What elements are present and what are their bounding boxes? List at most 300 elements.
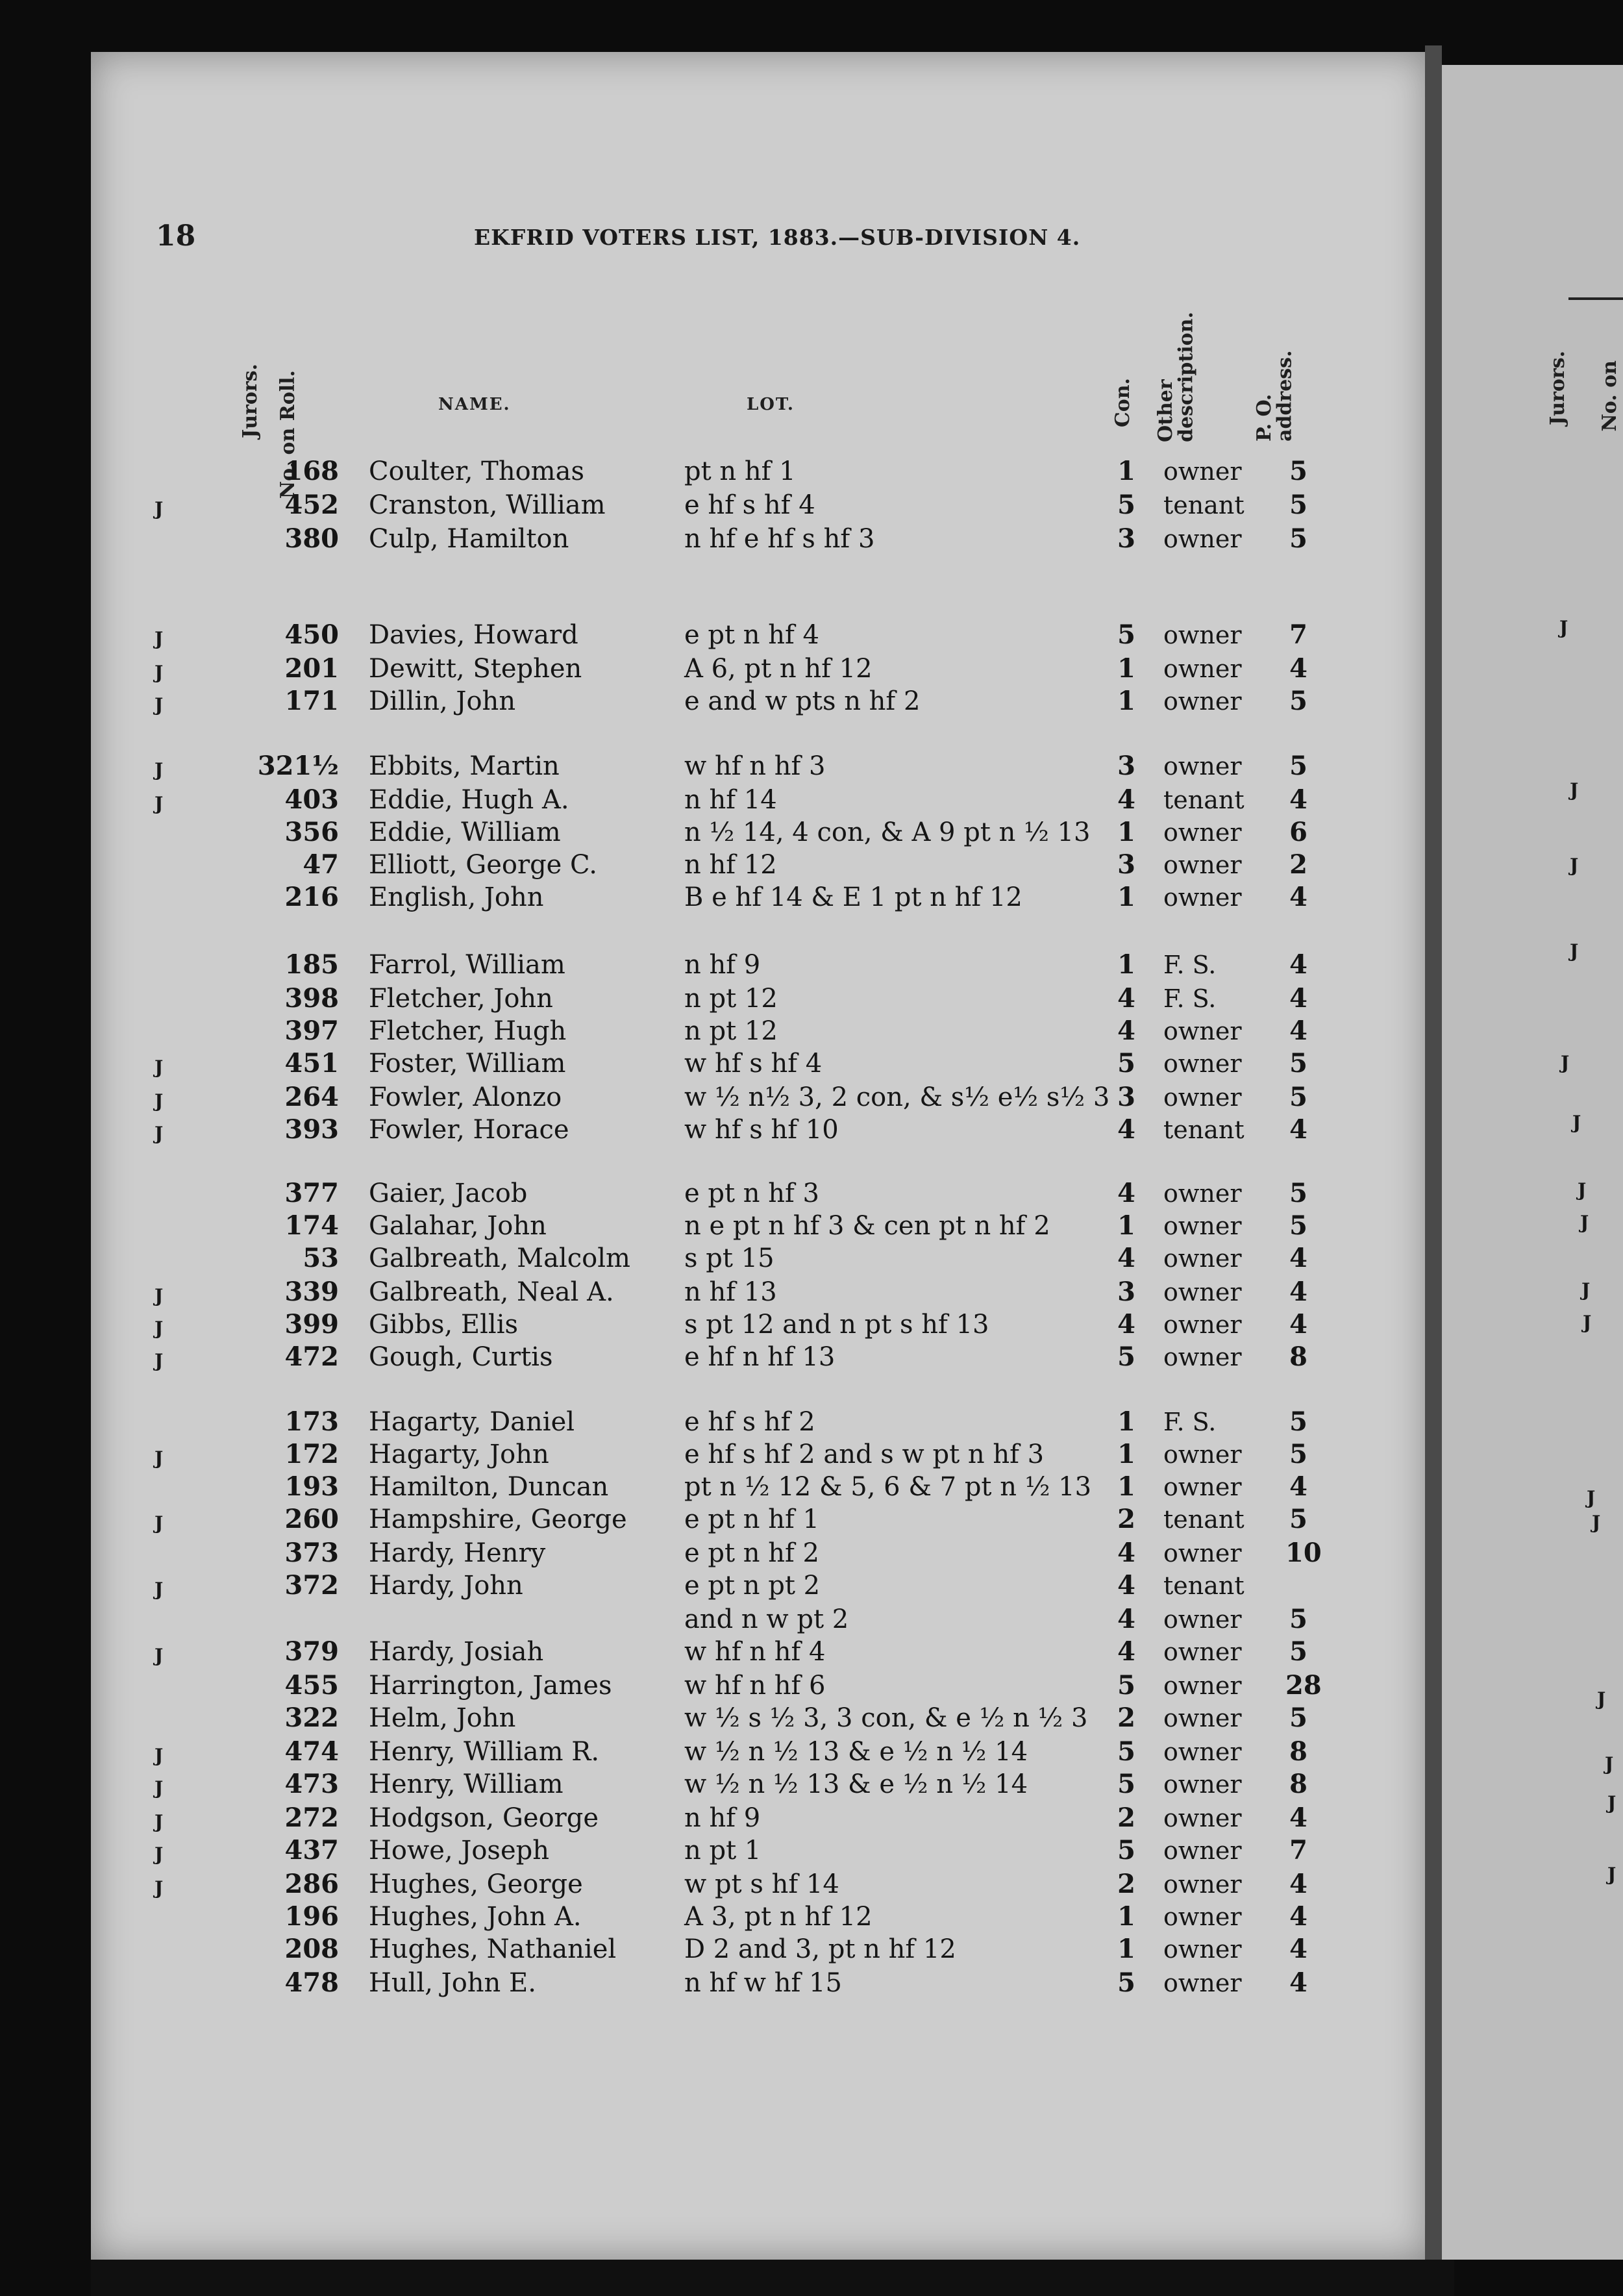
other-description: owner — [1163, 851, 1242, 879]
concession: 1 — [1117, 1406, 1135, 1437]
table-row — [0, 1275, 1337, 1309]
po-address: 5 — [1289, 1082, 1307, 1112]
juror-mark: J — [155, 662, 164, 683]
po-address: 5 — [1289, 1703, 1307, 1733]
lot-description: e pt n hf 2 — [684, 1538, 819, 1568]
adjacent-juror-mark: J — [1570, 855, 1579, 876]
adjacent-juror-mark: J — [1570, 940, 1579, 962]
lot-description: D 2 and 3, pt n hf 12 — [684, 1934, 956, 1964]
concession: 3 — [1117, 1082, 1135, 1112]
adjacent-juror-mark: J — [1597, 1688, 1606, 1710]
juror-mark: J — [155, 694, 164, 716]
roll-number: 172 — [284, 1439, 339, 1469]
other-description: owner — [1163, 1017, 1242, 1045]
other-description: owner — [1163, 1704, 1242, 1732]
adjacent-juror-mark: J — [1583, 1312, 1592, 1333]
header-po-address: P. O. address. — [1253, 350, 1296, 442]
roll-number: 53 — [303, 1243, 339, 1273]
other-description: owner — [1163, 1870, 1242, 1899]
other-description: owner — [1163, 1935, 1242, 1964]
concession: 4 — [1117, 1309, 1135, 1340]
roll-number: 193 — [284, 1471, 339, 1502]
lot-description: e pt n hf 3 — [684, 1179, 819, 1208]
table-row — [0, 1080, 1337, 1114]
adjacent-juror-mark: J — [1587, 1487, 1596, 1508]
voter-name: Eddie, William — [369, 817, 561, 847]
voter-name: Hardy, Henry — [369, 1538, 546, 1568]
concession: 2 — [1117, 1803, 1135, 1833]
roll-number: 260 — [284, 1504, 339, 1534]
table-row — [0, 1470, 1337, 1504]
po-address: 4 — [1289, 949, 1307, 980]
other-description: tenant — [1163, 1505, 1245, 1534]
po-address: 4 — [1289, 1934, 1307, 1964]
table-row — [0, 1569, 1337, 1603]
other-description: owner — [1163, 1770, 1242, 1799]
roll-number: 321½ — [257, 751, 339, 781]
voter-name: English, John — [369, 882, 544, 912]
concession: 4 — [1117, 784, 1135, 815]
po-address: 4 — [1289, 1967, 1307, 1998]
concession: 5 — [1117, 1048, 1135, 1079]
lot-description: s pt 15 — [684, 1243, 774, 1273]
adjacent-juror-mark: J — [1559, 617, 1568, 638]
po-address: 8 — [1289, 1341, 1307, 1372]
voter-name: Hull, John E. — [369, 1968, 536, 1998]
voter-name: Gaier, Jacob — [369, 1179, 528, 1208]
voter-name: Elliott, George C. — [369, 850, 597, 880]
po-address: 2 — [1289, 849, 1307, 880]
header-jurors: Jurors. — [239, 364, 262, 438]
po-address: 4 — [1289, 1901, 1307, 1932]
voter-name: Hughes, George — [369, 1869, 583, 1899]
other-description: tenant — [1163, 786, 1245, 814]
other-description: F. S. — [1163, 984, 1217, 1013]
roll-number: 272 — [284, 1803, 339, 1833]
voter-name: Fowler, Horace — [369, 1115, 569, 1145]
concession: 3 — [1117, 751, 1135, 781]
adjacent-juror-mark: J — [1580, 1212, 1589, 1233]
lot-description: A 3, pt n hf 12 — [684, 1902, 873, 1932]
other-description: owner — [1163, 1969, 1242, 1997]
po-address: 8 — [1289, 1736, 1307, 1767]
juror-mark: J — [155, 628, 164, 649]
lot-description: n hf w hf 15 — [684, 1968, 842, 1998]
table-row — [0, 816, 1337, 849]
voter-name: Hampshire, George — [369, 1504, 627, 1534]
concession: 4 — [1117, 1114, 1135, 1145]
po-address: 5 — [1289, 1210, 1307, 1241]
voter-name: Hardy, Josiah — [369, 1637, 544, 1667]
voter-name: Fowler, Alonzo — [369, 1082, 562, 1112]
table-row — [0, 1701, 1337, 1735]
po-address: 5 — [1289, 1636, 1307, 1667]
adjacent-juror-mark: J — [1570, 779, 1579, 801]
juror-mark: J — [155, 1123, 164, 1144]
po-address: 10 — [1285, 1538, 1322, 1568]
voter-name: Foster, William — [369, 1049, 566, 1079]
po-address: 4 — [1289, 882, 1307, 912]
lot-description: e and w pts n hf 2 — [684, 686, 921, 716]
roll-number: 208 — [284, 1934, 339, 1964]
concession: 1 — [1117, 686, 1135, 716]
other-description: tenant — [1163, 1116, 1245, 1144]
adjacent-header-no-on: No. on — [1598, 360, 1621, 432]
other-description: owner — [1163, 1638, 1242, 1666]
concession: 2 — [1117, 1869, 1135, 1899]
voter-name: Harrington, James — [369, 1671, 612, 1701]
table-row — [0, 783, 1337, 817]
other-description: owner — [1163, 1179, 1242, 1208]
lot-description: w ½ n ½ 13 & e ½ n ½ 14 — [684, 1769, 1028, 1799]
juror-mark: J — [155, 1056, 164, 1078]
concession: 1 — [1117, 1471, 1135, 1502]
lot-description: w hf n hf 6 — [684, 1671, 826, 1701]
juror-mark: J — [155, 793, 164, 814]
roll-number: 168 — [284, 456, 339, 486]
roll-number: 474 — [284, 1736, 339, 1767]
po-address: 5 — [1289, 1504, 1307, 1534]
lot-description: n hf 9 — [684, 1803, 761, 1833]
table-row — [0, 948, 1337, 982]
concession: 2 — [1117, 1703, 1135, 1733]
adjacent-juror-mark: J — [1607, 1792, 1617, 1814]
header-lot: LOT. — [747, 395, 795, 414]
po-address: 5 — [1289, 456, 1307, 486]
roll-number: 472 — [284, 1341, 339, 1372]
po-address: 8 — [1289, 1769, 1307, 1799]
table-row — [0, 1932, 1337, 1966]
concession: 3 — [1117, 1277, 1135, 1307]
adjacent-juror-mark: J — [1592, 1512, 1601, 1533]
table-row — [0, 1801, 1337, 1835]
roll-number: 339 — [284, 1277, 339, 1307]
voter-name: Galbreath, Neal A. — [369, 1277, 614, 1307]
voter-name: Hagarty, John — [369, 1440, 549, 1469]
po-address: 4 — [1289, 1277, 1307, 1307]
roll-number: 455 — [284, 1670, 339, 1701]
concession: 5 — [1117, 1967, 1135, 1998]
table-row — [0, 1767, 1337, 1801]
voter-name: Hagarty, Daniel — [369, 1407, 575, 1437]
po-address: 4 — [1289, 653, 1307, 684]
po-address: 6 — [1289, 817, 1307, 847]
lot-description: e hf n hf 13 — [684, 1342, 836, 1372]
concession: 1 — [1117, 949, 1135, 980]
other-description: owner — [1163, 1836, 1242, 1865]
voter-name: Cranston, William — [369, 490, 606, 520]
other-description: owner — [1163, 818, 1242, 847]
concession: 3 — [1117, 849, 1135, 880]
po-address: 4 — [1289, 1114, 1307, 1145]
voter-name: Dillin, John — [369, 686, 516, 716]
juror-mark: J — [155, 1578, 164, 1600]
table-row — [0, 1966, 1337, 2000]
other-description: owner — [1163, 752, 1242, 780]
lot-description: w hf s hf 4 — [684, 1049, 823, 1079]
other-description: F. S. — [1163, 1408, 1217, 1436]
voter-name: Hughes, Nathaniel — [369, 1934, 617, 1964]
table-row — [0, 1603, 1337, 1636]
roll-number: 286 — [284, 1869, 339, 1899]
po-address: 7 — [1289, 619, 1307, 650]
concession: 4 — [1117, 1538, 1135, 1568]
po-address: 4 — [1289, 784, 1307, 815]
page-number: 18 — [156, 219, 196, 253]
juror-mark: J — [155, 1512, 164, 1534]
concession: 5 — [1117, 619, 1135, 650]
other-description: owner — [1163, 1671, 1242, 1700]
po-address: 4 — [1289, 1471, 1307, 1502]
concession: 1 — [1117, 1934, 1135, 1964]
lot-description: B e hf 14 & E 1 pt n hf 12 — [684, 882, 1022, 912]
juror-mark: J — [155, 1843, 164, 1865]
concession: 4 — [1117, 1243, 1135, 1273]
po-address: 5 — [1289, 1406, 1307, 1437]
other-description: owner — [1163, 525, 1242, 553]
scan-border — [91, 2260, 1454, 2296]
adjacent-juror-mark: J — [1561, 1052, 1570, 1073]
roll-number: 216 — [284, 882, 339, 912]
roll-number: 380 — [284, 523, 339, 554]
po-address: 28 — [1285, 1670, 1322, 1701]
voter-name: Gibbs, Ellis — [369, 1310, 519, 1340]
roll-number: 451 — [284, 1048, 339, 1079]
adjacent-juror-mark: J — [1605, 1753, 1614, 1775]
other-description: owner — [1163, 1605, 1242, 1634]
other-description: owner — [1163, 1244, 1242, 1273]
lot-description: n e pt n hf 3 & cen pt n hf 2 — [684, 1211, 1050, 1241]
table-row — [0, 1113, 1337, 1147]
lot-description: pt n hf 1 — [684, 456, 796, 486]
concession: 5 — [1117, 1736, 1135, 1767]
juror-mark: J — [155, 1745, 164, 1766]
juror-mark: J — [155, 1090, 164, 1112]
concession: 5 — [1117, 1769, 1135, 1799]
lot-description: n ½ 14, 4 con, & A 9 pt n ½ 13 — [684, 817, 1091, 847]
adjacent-juror-mark: J — [1572, 1112, 1581, 1133]
table-row — [0, 618, 1337, 652]
juror-mark: J — [155, 1447, 164, 1469]
voter-name: Gough, Curtis — [369, 1342, 553, 1372]
roll-number: 201 — [284, 653, 339, 684]
other-description: owner — [1163, 1049, 1242, 1078]
table-row — [0, 1438, 1337, 1471]
concession: 3 — [1117, 523, 1135, 554]
table-row — [0, 684, 1337, 718]
lot-description: n hf 14 — [684, 785, 777, 815]
concession: 1 — [1117, 882, 1135, 912]
table-row — [0, 982, 1337, 1016]
lot-description: n hf e hf s hf 3 — [684, 524, 875, 554]
concession: 4 — [1117, 1604, 1135, 1634]
po-address: 5 — [1289, 1439, 1307, 1469]
other-description: owner — [1163, 1473, 1242, 1501]
roll-number: 398 — [284, 983, 339, 1014]
table-row — [0, 880, 1337, 914]
lot-description: w ½ s ½ 3, 3 con, & e ½ n ½ 3 — [684, 1703, 1088, 1733]
roll-number: 196 — [284, 1901, 339, 1932]
table-row — [0, 1503, 1337, 1536]
po-address: 4 — [1289, 1309, 1307, 1340]
juror-mark: J — [155, 498, 164, 519]
concession: 5 — [1117, 1835, 1135, 1866]
concession: 1 — [1117, 653, 1135, 684]
adjacent-juror-mark: J — [1578, 1179, 1587, 1201]
juror-mark: J — [155, 1777, 164, 1799]
voter-name: Dewitt, Stephen — [369, 654, 582, 684]
voter-name: Helm, John — [369, 1703, 516, 1733]
roll-number: 437 — [284, 1835, 339, 1866]
voter-name: Davies, Howard — [369, 620, 578, 650]
juror-mark: J — [155, 1645, 164, 1666]
other-description: owner — [1163, 1310, 1242, 1339]
other-description: owner — [1163, 655, 1242, 683]
voter-name: Ebbits, Martin — [369, 751, 560, 781]
voter-name: Coulter, Thomas — [369, 456, 584, 486]
other-description: owner — [1163, 687, 1242, 716]
adjacent-juror-mark: J — [1581, 1279, 1591, 1301]
table-row — [0, 1735, 1337, 1769]
po-address: 4 — [1289, 1243, 1307, 1273]
po-address: 5 — [1289, 1178, 1307, 1208]
adjacent-juror-mark: J — [1607, 1864, 1617, 1885]
concession: 1 — [1117, 1210, 1135, 1241]
other-description: owner — [1163, 457, 1242, 486]
voter-name: Hamilton, Duncan — [369, 1472, 609, 1502]
po-address: 4 — [1289, 1869, 1307, 1899]
voter-name: Galbreath, Malcolm — [369, 1243, 630, 1273]
adjacent-page-rule — [1568, 297, 1623, 300]
lot-description: e pt n hf 1 — [684, 1504, 819, 1534]
po-address: 7 — [1289, 1835, 1307, 1866]
lot-description: n hf 13 — [684, 1277, 777, 1307]
table-row — [0, 1308, 1337, 1341]
table-row — [0, 1209, 1337, 1243]
voter-name: Hardy, John — [369, 1571, 523, 1601]
other-description: tenant — [1163, 491, 1245, 519]
table-row — [0, 1867, 1337, 1901]
concession: 4 — [1117, 1016, 1135, 1046]
table-row — [0, 488, 1337, 522]
po-address: 5 — [1289, 1604, 1307, 1634]
table-row — [0, 749, 1337, 783]
lot-description: pt n ½ 12 & 5, 6 & 7 pt n ½ 13 — [684, 1472, 1092, 1502]
adjacent-page — [1442, 65, 1623, 2260]
other-description: F. S. — [1163, 951, 1217, 979]
voter-name: Fletcher, Hugh — [369, 1016, 567, 1046]
lot-description: e hf s hf 2 and s w pt n hf 3 — [684, 1440, 1045, 1469]
header-no-on-roll: No. on Roll. — [277, 370, 299, 499]
roll-number: 403 — [284, 784, 339, 815]
lot-description: w ½ n½ 3, 2 con, & s½ e½ s½ 3 — [684, 1082, 1110, 1112]
po-address: 4 — [1289, 1803, 1307, 1833]
lot-description: and n w pt 2 — [684, 1604, 849, 1634]
roll-number: 185 — [284, 949, 339, 980]
lot-description: e hf s hf 4 — [684, 490, 815, 520]
lot-description: e hf s hf 2 — [684, 1407, 815, 1437]
lot-description: n pt 12 — [684, 984, 778, 1014]
concession: 5 — [1117, 1670, 1135, 1701]
concession: 2 — [1117, 1504, 1135, 1534]
voter-name: Henry, William — [369, 1769, 564, 1799]
lot-description: A 6, pt n hf 12 — [684, 654, 873, 684]
other-description: owner — [1163, 621, 1242, 649]
table-row — [0, 1635, 1337, 1669]
page-title: EKFRID VOTERS LIST, 1883.—SUB-DIVISION 4. — [474, 225, 1081, 250]
concession: 4 — [1117, 983, 1135, 1014]
lot-description: n hf 12 — [684, 850, 777, 880]
roll-number: 47 — [303, 849, 339, 880]
lot-description: w ½ n ½ 13 & e ½ n ½ 14 — [684, 1737, 1028, 1767]
concession: 1 — [1117, 1901, 1135, 1932]
lot-description: e pt n hf 4 — [684, 620, 819, 650]
other-description: owner — [1163, 1083, 1242, 1112]
header-con: Con. — [1111, 378, 1134, 428]
other-description: owner — [1163, 1539, 1242, 1567]
juror-mark: J — [155, 1877, 164, 1899]
roll-number: 264 — [284, 1082, 339, 1112]
lot-description: w hf n hf 3 — [684, 751, 826, 781]
voter-name: Galahar, John — [369, 1211, 547, 1241]
roll-number: 174 — [284, 1210, 339, 1241]
lot-description: w pt s hf 14 — [684, 1869, 839, 1899]
lot-description: n hf 9 — [684, 950, 761, 980]
juror-mark: J — [155, 1811, 164, 1832]
table-row — [0, 652, 1337, 686]
table-row — [0, 1900, 1337, 1934]
roll-number: 173 — [284, 1406, 339, 1437]
lot-description: w hf n hf 4 — [684, 1637, 826, 1667]
lot-description: s pt 12 and n pt s hf 13 — [684, 1310, 989, 1340]
po-address: 4 — [1289, 1016, 1307, 1046]
table-row — [0, 455, 1337, 488]
po-address: 4 — [1289, 983, 1307, 1014]
roll-number: 399 — [284, 1309, 339, 1340]
concession: 5 — [1117, 1341, 1135, 1372]
concession: 1 — [1117, 817, 1135, 847]
juror-mark: J — [155, 759, 164, 780]
voter-name: Henry, William R. — [369, 1737, 600, 1767]
roll-number: 478 — [284, 1967, 339, 1998]
roll-number: 397 — [284, 1016, 339, 1046]
other-description: owner — [1163, 1343, 1242, 1371]
juror-mark: J — [155, 1350, 164, 1371]
po-address: 5 — [1289, 523, 1307, 554]
concession: 4 — [1117, 1636, 1135, 1667]
other-description: owner — [1163, 1804, 1242, 1832]
voter-name: Hodgson, George — [369, 1803, 599, 1833]
lot-description: w hf s hf 10 — [684, 1115, 839, 1145]
table-row — [0, 1242, 1337, 1275]
other-description: owner — [1163, 1738, 1242, 1766]
header-other-description: Other description. — [1154, 312, 1198, 442]
po-address: 5 — [1289, 686, 1307, 716]
concession: 1 — [1117, 456, 1135, 486]
other-description: owner — [1163, 883, 1242, 912]
voter-name: Fletcher, John — [369, 984, 553, 1014]
table-row — [0, 1177, 1337, 1210]
other-description: tenant — [1163, 1571, 1245, 1600]
roll-number: 372 — [284, 1570, 339, 1601]
table-row — [0, 1047, 1337, 1080]
other-description: owner — [1163, 1440, 1242, 1469]
roll-number: 377 — [284, 1178, 339, 1208]
lot-description: n pt 12 — [684, 1016, 778, 1046]
other-description: owner — [1163, 1903, 1242, 1931]
voter-name: Culp, Hamilton — [369, 524, 569, 554]
other-description: owner — [1163, 1212, 1242, 1240]
